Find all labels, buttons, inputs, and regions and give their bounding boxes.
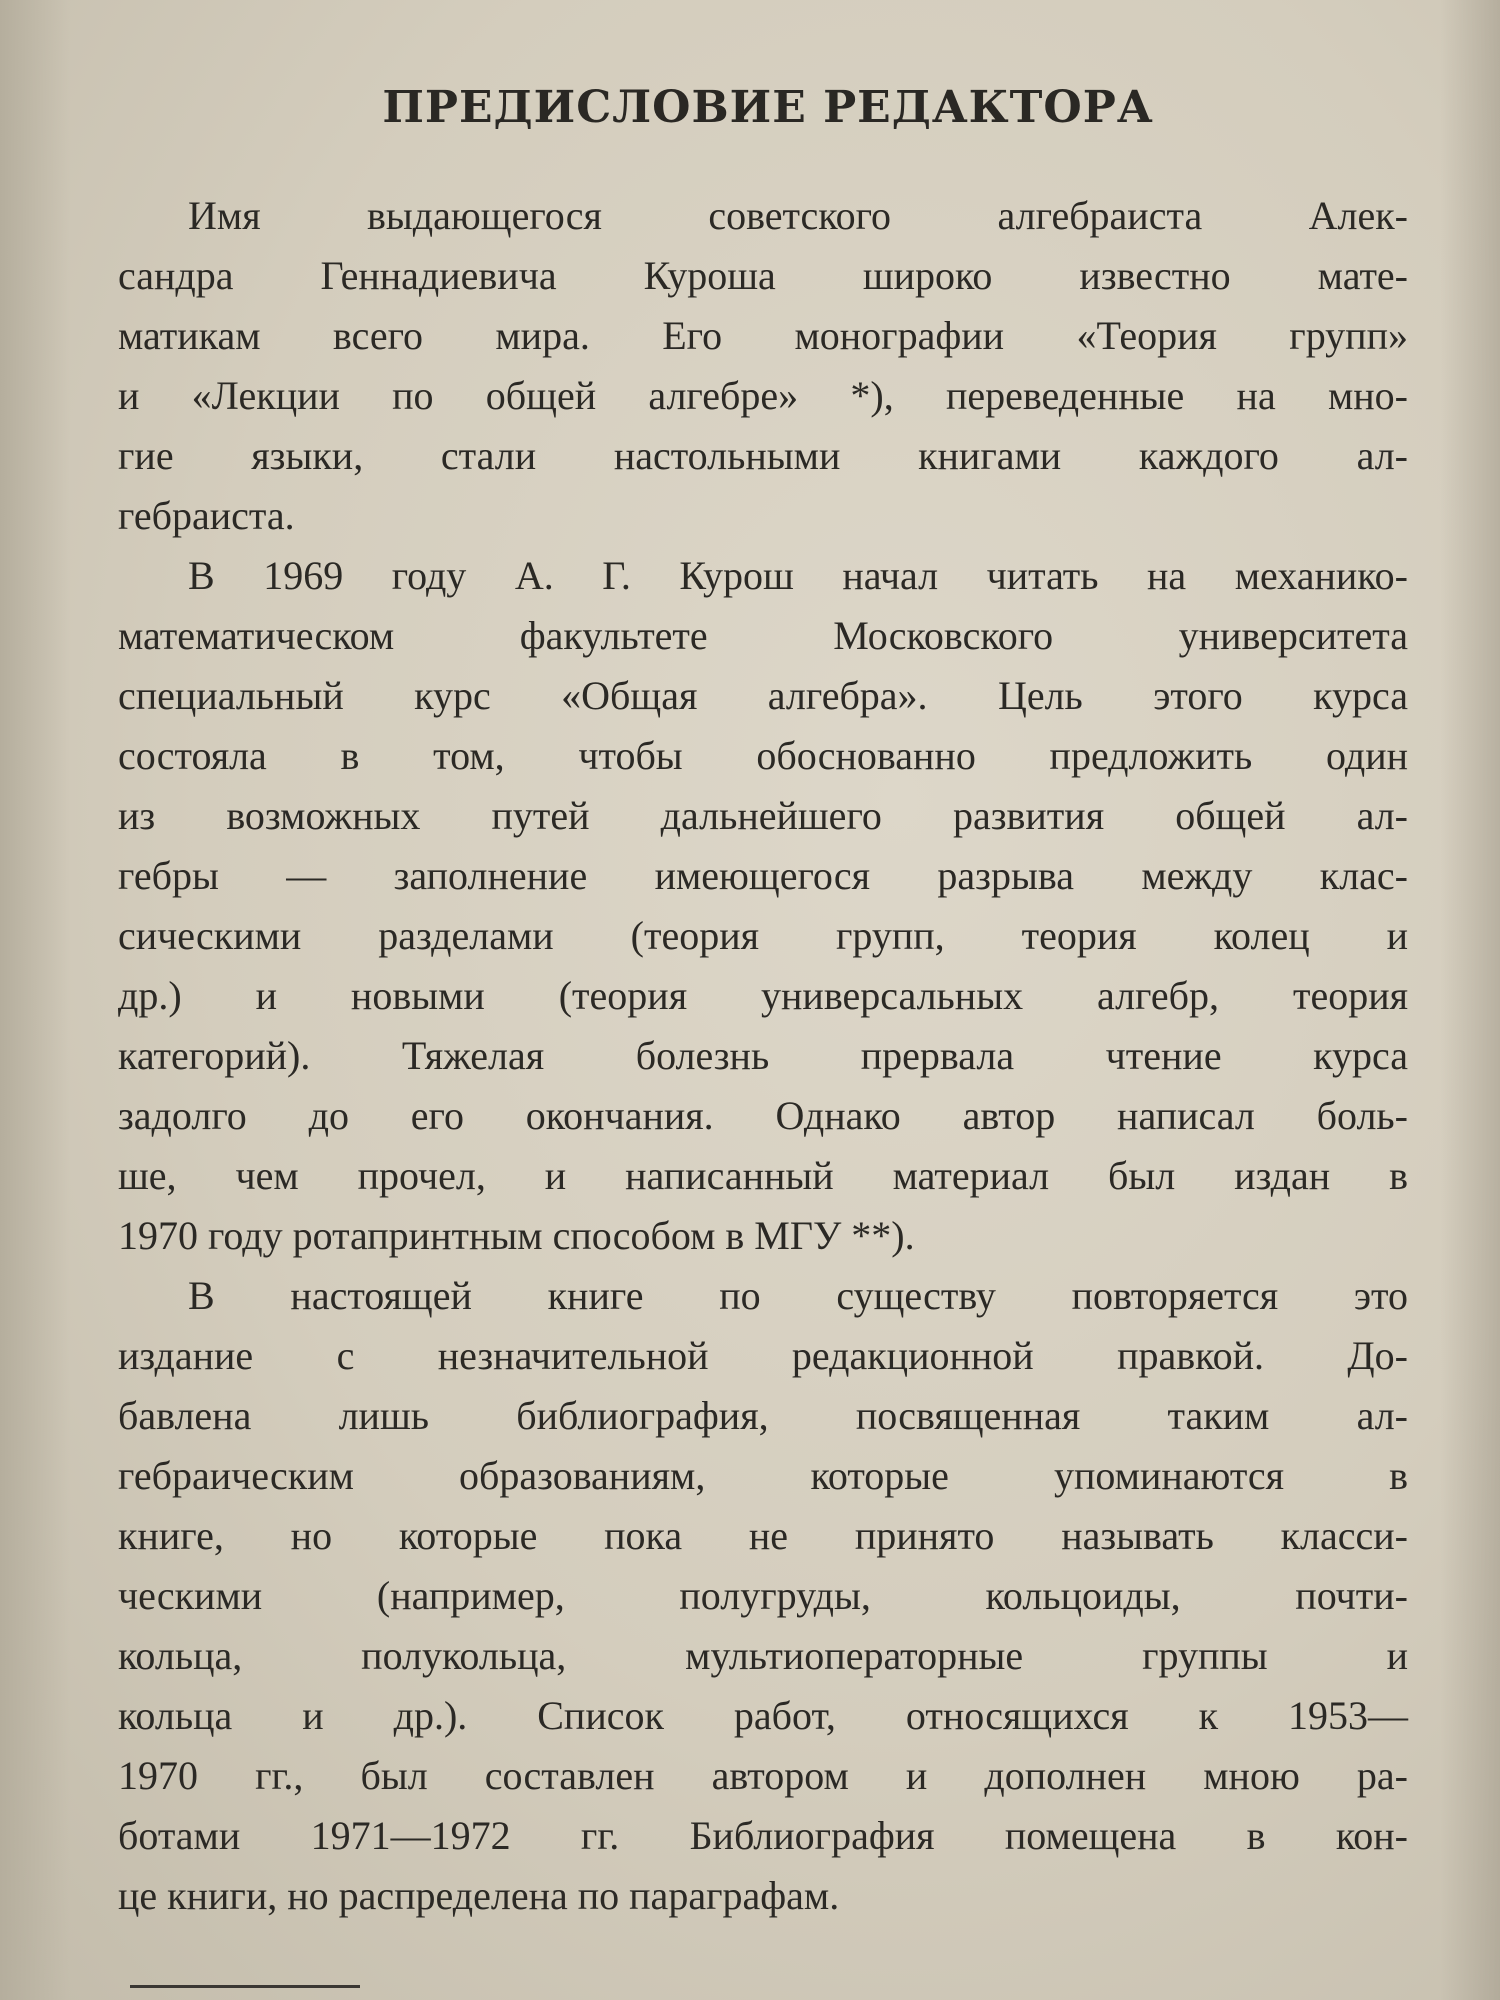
- text-line: и «Лекции по общей алгебре» *), переведенные на мно-: [118, 373, 1408, 418]
- text-line: кольца, полукольца, мультиоператорные группы и: [118, 1633, 1408, 1678]
- text-line: сандра Геннадиевича Куроша широко известно мате-: [118, 253, 1408, 298]
- text-line: 1970 году ротапринтным способом в МГУ **).: [118, 1213, 915, 1258]
- text-line: ческими (например, полугруды, кольцоиды, почти-: [118, 1573, 1408, 1618]
- text-line: из возможных путей дальнейшего развития общей ал-: [118, 793, 1408, 838]
- page-edge-shade: [1440, 0, 1500, 2000]
- text-line: категорий). Тяжелая болезнь прервала чтение курса: [118, 1033, 1408, 1078]
- text-line: др.) и новыми (теория универсальных алгебр, теория: [118, 973, 1408, 1018]
- text-line: бавлена лишь библиография, посвященная таким ал-: [118, 1393, 1408, 1438]
- text-line: гебры — заполнение имеющегося разрыва между клас-: [118, 853, 1408, 898]
- text-line: гие языки, стали настольными книгами каждого ал-: [118, 433, 1408, 478]
- text-line: ботами 1971—1972 гг. Библиография помещена в кон-: [118, 1813, 1408, 1858]
- gutter-shadow: [0, 0, 70, 2000]
- text-line: задолго до его окончания. Однако автор написал боль-: [118, 1093, 1408, 1138]
- text-line: це книги, но распределена по параграфам.: [118, 1873, 840, 1918]
- text-line: гебраическим образованиям, которые упоминаются в: [118, 1453, 1408, 1498]
- text-line: гебраиста.: [118, 493, 295, 538]
- text-line: состояла в том, чтобы обоснованно предложить один: [118, 733, 1408, 778]
- body-text: [118, 186, 1408, 1926]
- text-line: сическими разделами (теория групп, теория колец и: [118, 913, 1408, 958]
- footnote-rule: [130, 1985, 360, 1988]
- text-line: матикам всего мира. Его монографии «Теория групп»: [118, 313, 1408, 358]
- text-line: специальный курс «Общая алгебра». Цель этого курса: [118, 673, 1408, 718]
- page-title: ПРЕДИСЛОВИЕ РЕДАКТОРА: [382, 82, 1154, 133]
- text-line: 1970 гг., был составлен автором и дополнен мною ра-: [118, 1753, 1408, 1798]
- text-line: математическом факультете Московского университета: [118, 613, 1408, 658]
- text-line: Имя выдающегося советского алгебраиста Алек-: [188, 193, 1408, 238]
- text-line: издание с незначительной редакционной правкой. До-: [118, 1333, 1408, 1378]
- text-line: кольца и др.). Список работ, относящихся к 1953—: [118, 1693, 1408, 1738]
- text-line: В настоящей книге по существу повторяется это: [188, 1273, 1408, 1318]
- text-line: книге, но которые пока не принято называть класси-: [118, 1513, 1408, 1558]
- text-line: ше, чем прочел, и написанный материал был издан в: [118, 1153, 1408, 1198]
- text-line: В 1969 году А. Г. Курош начал читать на механико-: [188, 553, 1408, 598]
